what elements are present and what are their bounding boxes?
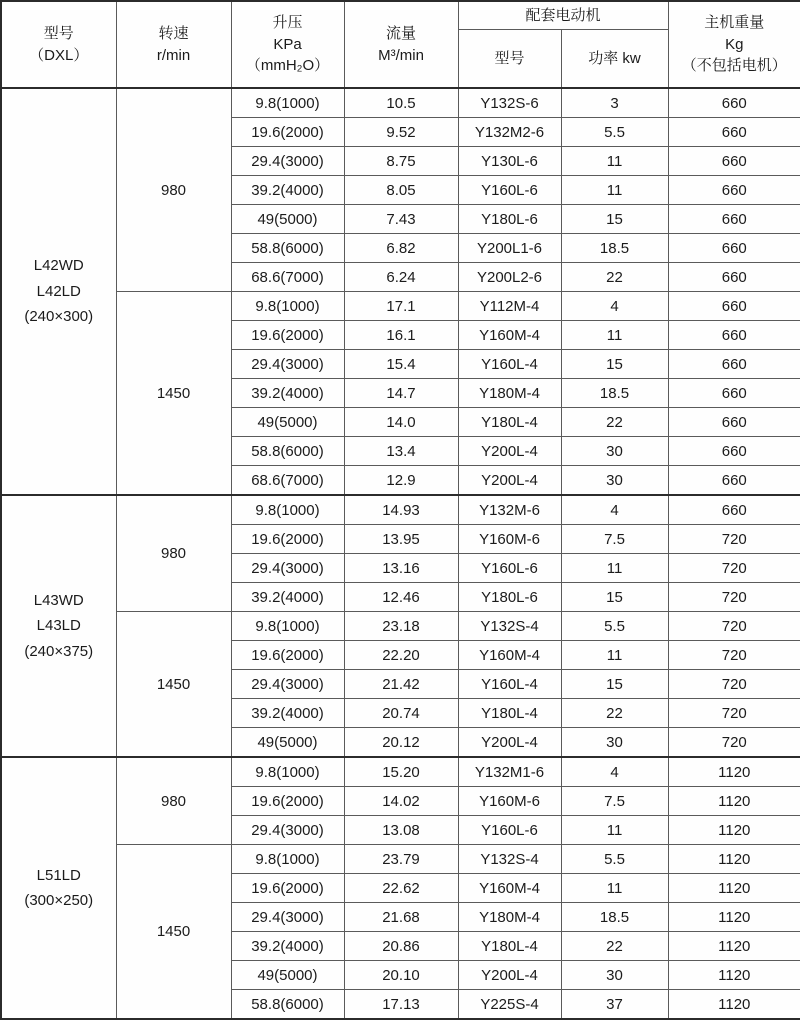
motor-power-cell: 37 — [561, 990, 668, 1020]
model-line: L43LD — [36, 617, 81, 635]
motor-power-cell: 11 — [561, 147, 668, 176]
speed-cell: 980 — [116, 495, 231, 612]
flow-cell: 20.12 — [344, 728, 458, 758]
flow-cell: 13.08 — [344, 816, 458, 845]
header-weight-line2: Kg — [725, 35, 744, 53]
model-line: (300×250) — [24, 892, 94, 909]
motor-model-cell: Y180L-4 — [458, 699, 561, 728]
flow-cell: 12.46 — [344, 583, 458, 612]
weight-cell: 660 — [668, 263, 800, 292]
header-pressure-line2: KPa — [273, 35, 302, 53]
flow-cell: 22.20 — [344, 641, 458, 670]
weight-cell: 660 — [668, 350, 800, 379]
motor-model-cell: Y225S-4 — [458, 990, 561, 1020]
header-motor-model: 型号 — [458, 30, 561, 89]
header-model-line1: 型号 — [43, 24, 74, 42]
weight-cell: 1120 — [668, 757, 800, 787]
model-line: L42WD — [33, 257, 84, 275]
flow-cell: 14.7 — [344, 379, 458, 408]
flow-cell: 21.42 — [344, 670, 458, 699]
flow-cell: 21.68 — [344, 903, 458, 932]
header-motor-group: 配套电动机 — [458, 1, 668, 30]
pressure-cell: 9.8(1000) — [231, 757, 344, 787]
pressure-cell: 19.6(2000) — [231, 118, 344, 147]
motor-power-cell: 7.5 — [561, 525, 668, 554]
motor-model-cell: Y200L-4 — [458, 961, 561, 990]
motor-power-cell: 18.5 — [561, 379, 668, 408]
motor-model-cell: Y200L1-6 — [458, 234, 561, 263]
header-weight — [668, 1, 800, 88]
pressure-cell: 9.8(1000) — [231, 845, 344, 874]
motor-power-cell: 30 — [561, 961, 668, 990]
motor-model-cell: Y180L-6 — [458, 205, 561, 234]
motor-model-cell: Y180M-4 — [458, 379, 561, 408]
weight-cell: 660 — [668, 118, 800, 147]
flow-cell: 13.95 — [344, 525, 458, 554]
motor-power-cell: 11 — [561, 641, 668, 670]
pressure-cell: 58.8(6000) — [231, 437, 344, 466]
motor-model-cell: Y132S-6 — [458, 88, 561, 118]
pressure-cell: 29.4(3000) — [231, 147, 344, 176]
pressure-cell: 19.6(2000) — [231, 641, 344, 670]
pressure-cell: 49(5000) — [231, 961, 344, 990]
flow-cell: 8.75 — [344, 147, 458, 176]
motor-model-cell: Y130L-6 — [458, 147, 561, 176]
pressure-cell: 29.4(3000) — [231, 670, 344, 699]
pressure-cell: 49(5000) — [231, 408, 344, 437]
motor-power-cell: 30 — [561, 437, 668, 466]
pressure-cell: 9.8(1000) — [231, 495, 344, 525]
table-body — [1, 88, 800, 1019]
motor-model-cell: Y160L-6 — [458, 176, 561, 205]
motor-model-cell: Y132M1-6 — [458, 757, 561, 787]
motor-power-cell: 11 — [561, 816, 668, 845]
pressure-cell: 29.4(3000) — [231, 903, 344, 932]
motor-model-cell: Y160M-4 — [458, 874, 561, 903]
header-flow-line1: 流量 — [385, 24, 416, 42]
weight-cell: 720 — [668, 728, 800, 758]
motor-power-cell: 4 — [561, 292, 668, 321]
flow-cell: 20.10 — [344, 961, 458, 990]
motor-model-cell: Y200L2-6 — [458, 263, 561, 292]
weight-cell: 720 — [668, 583, 800, 612]
motor-model-cell: Y160L-4 — [458, 350, 561, 379]
flow-cell: 15.20 — [344, 757, 458, 787]
weight-cell: 720 — [668, 612, 800, 641]
weight-cell: 1120 — [668, 990, 800, 1020]
weight-cell: 1120 — [668, 787, 800, 816]
weight-cell: 720 — [668, 670, 800, 699]
weight-cell: 1120 — [668, 874, 800, 903]
weight-cell: 720 — [668, 641, 800, 670]
motor-power-cell: 30 — [561, 466, 668, 496]
motor-model-cell: Y200L-4 — [458, 466, 561, 496]
flow-cell: 15.4 — [344, 350, 458, 379]
weight-cell: 660 — [668, 408, 800, 437]
motor-model-cell: Y200L-4 — [458, 728, 561, 758]
flow-cell: 6.24 — [344, 263, 458, 292]
pressure-cell: 29.4(3000) — [231, 554, 344, 583]
pressure-cell: 39.2(4000) — [231, 932, 344, 961]
pressure-cell: 39.2(4000) — [231, 699, 344, 728]
flow-cell: 6.82 — [344, 234, 458, 263]
weight-cell: 720 — [668, 525, 800, 554]
flow-cell: 14.02 — [344, 787, 458, 816]
weight-cell: 1120 — [668, 845, 800, 874]
model-line: (240×375) — [24, 642, 94, 660]
header-flow-line2: M³/min — [378, 46, 424, 64]
pressure-cell: 9.8(1000) — [231, 88, 344, 118]
motor-model-cell: Y180L-6 — [458, 583, 561, 612]
header-pressure-line1: 升压 — [272, 13, 303, 31]
motor-power-cell: 18.5 — [561, 234, 668, 263]
header-model-line2: （DXL） — [29, 46, 89, 64]
table-row — [1, 88, 800, 118]
motor-model-cell: Y180L-4 — [458, 932, 561, 961]
flow-cell: 13.16 — [344, 554, 458, 583]
weight-cell: 660 — [668, 88, 800, 118]
flow-cell: 12.9 — [344, 466, 458, 496]
motor-power-cell: 15 — [561, 350, 668, 379]
model-line: L43WD — [33, 591, 84, 609]
header-speed — [116, 1, 231, 88]
motor-model-cell: Y160M-6 — [458, 787, 561, 816]
flow-cell: 23.79 — [344, 845, 458, 874]
table-row — [1, 612, 800, 641]
pressure-cell: 19.6(2000) — [231, 321, 344, 350]
header-weight-line1: 主机重量 — [704, 13, 765, 31]
pressure-cell: 9.8(1000) — [231, 292, 344, 321]
weight-cell: 660 — [668, 379, 800, 408]
motor-model-cell: Y160M-6 — [458, 525, 561, 554]
speed-cell: 980 — [116, 757, 231, 845]
weight-cell: 660 — [668, 147, 800, 176]
model-cell — [1, 495, 116, 757]
pressure-cell: 39.2(4000) — [231, 176, 344, 205]
motor-model-cell: Y160L-6 — [458, 554, 561, 583]
pressure-cell: 29.4(3000) — [231, 816, 344, 845]
table-row — [1, 757, 800, 787]
motor-power-cell: 18.5 — [561, 903, 668, 932]
flow-cell: 16.1 — [344, 321, 458, 350]
flow-cell: 20.86 — [344, 932, 458, 961]
pressure-cell: 49(5000) — [231, 205, 344, 234]
motor-power-cell: 22 — [561, 263, 668, 292]
motor-model-cell: Y160M-4 — [458, 321, 561, 350]
motor-power-cell: 5.5 — [561, 118, 668, 147]
weight-cell: 660 — [668, 205, 800, 234]
pressure-cell: 19.6(2000) — [231, 874, 344, 903]
motor-power-cell: 7.5 — [561, 787, 668, 816]
motor-model-cell: Y160L-6 — [458, 816, 561, 845]
motor-power-cell: 4 — [561, 757, 668, 787]
weight-cell: 660 — [668, 466, 800, 496]
flow-cell: 17.1 — [344, 292, 458, 321]
motor-power-cell: 4 — [561, 495, 668, 525]
motor-power-cell: 22 — [561, 932, 668, 961]
pressure-cell: 39.2(4000) — [231, 379, 344, 408]
motor-power-cell: 3 — [561, 88, 668, 118]
weight-cell: 660 — [668, 234, 800, 263]
speed-cell: 1450 — [116, 612, 231, 758]
motor-model-cell: Y160L-4 — [458, 670, 561, 699]
weight-cell: 660 — [668, 176, 800, 205]
header-weight-line3: （不包括电机） — [681, 57, 787, 75]
flow-cell: 20.74 — [344, 699, 458, 728]
weight-cell: 660 — [668, 292, 800, 321]
flow-cell: 14.0 — [344, 408, 458, 437]
flow-cell: 13.4 — [344, 437, 458, 466]
weight-cell: 1120 — [668, 816, 800, 845]
motor-power-cell: 22 — [561, 699, 668, 728]
pressure-cell: 49(5000) — [231, 728, 344, 758]
motor-power-cell: 15 — [561, 583, 668, 612]
pressure-cell: 68.6(7000) — [231, 466, 344, 496]
motor-power-cell: 5.5 — [561, 845, 668, 874]
flow-cell: 22.62 — [344, 874, 458, 903]
flow-cell: 9.52 — [344, 118, 458, 147]
header-speed-line1: 转速 — [158, 24, 189, 42]
motor-power-cell: 5.5 — [561, 612, 668, 641]
motor-model-cell: Y180L-4 — [458, 408, 561, 437]
motor-power-cell: 11 — [561, 554, 668, 583]
motor-power-cell: 11 — [561, 874, 668, 903]
pressure-cell: 19.6(2000) — [231, 525, 344, 554]
motor-power-cell: 11 — [561, 176, 668, 205]
weight-cell: 720 — [668, 554, 800, 583]
model-cell — [1, 88, 116, 495]
speed-cell: 1450 — [116, 292, 231, 496]
weight-cell: 1120 — [668, 903, 800, 932]
table-header — [1, 1, 800, 88]
table-row — [1, 845, 800, 874]
weight-cell: 660 — [668, 437, 800, 466]
flow-cell: 14.93 — [344, 495, 458, 525]
header-flow — [344, 1, 458, 88]
model-line: L51LD — [36, 866, 81, 884]
motor-power-cell: 30 — [561, 728, 668, 758]
model-line: (240×300) — [24, 308, 94, 326]
flow-cell: 8.05 — [344, 176, 458, 205]
flow-cell: 10.5 — [344, 88, 458, 118]
motor-model-cell: Y112M-4 — [458, 292, 561, 321]
header-row-top — [1, 1, 800, 30]
model-line: L42LD — [36, 282, 81, 300]
flow-cell: 7.43 — [344, 205, 458, 234]
header-speed-line2: r/min — [156, 46, 191, 64]
weight-cell: 660 — [668, 321, 800, 350]
flow-cell: 23.18 — [344, 612, 458, 641]
motor-power-cell: 15 — [561, 205, 668, 234]
motor-model-cell: Y132S-4 — [458, 845, 561, 874]
speed-cell: 1450 — [116, 845, 231, 1020]
motor-power-cell: 15 — [561, 670, 668, 699]
weight-cell: 1120 — [668, 961, 800, 990]
pressure-cell: 9.8(1000) — [231, 612, 344, 641]
header-pressure-line3: （mmH₂O） — [245, 57, 330, 75]
weight-cell: 660 — [668, 495, 800, 525]
table-row — [1, 495, 800, 525]
table-row — [1, 292, 800, 321]
motor-model-cell: Y132S-4 — [458, 612, 561, 641]
motor-model-cell: Y200L-4 — [458, 437, 561, 466]
speed-cell: 980 — [116, 88, 231, 292]
pressure-cell: 19.6(2000) — [231, 787, 344, 816]
weight-cell: 1120 — [668, 932, 800, 961]
motor-power-cell: 22 — [561, 408, 668, 437]
motor-model-cell: Y132M-6 — [458, 495, 561, 525]
pressure-cell: 39.2(4000) — [231, 583, 344, 612]
header-motor-power: 功率 kw — [561, 30, 668, 89]
motor-model-cell: Y160M-4 — [458, 641, 561, 670]
flow-cell: 17.13 — [344, 990, 458, 1020]
motor-power-cell: 11 — [561, 321, 668, 350]
motor-model-cell: Y132M2-6 — [458, 118, 561, 147]
pressure-cell: 58.8(6000) — [231, 234, 344, 263]
header-pressure — [231, 1, 344, 88]
pressure-cell: 58.8(6000) — [231, 990, 344, 1020]
pressure-cell: 29.4(3000) — [231, 350, 344, 379]
pressure-cell: 68.6(7000) — [231, 263, 344, 292]
model-cell — [1, 757, 116, 1019]
weight-cell: 720 — [668, 699, 800, 728]
header-model — [1, 1, 116, 88]
motor-model-cell: Y180M-4 — [458, 903, 561, 932]
